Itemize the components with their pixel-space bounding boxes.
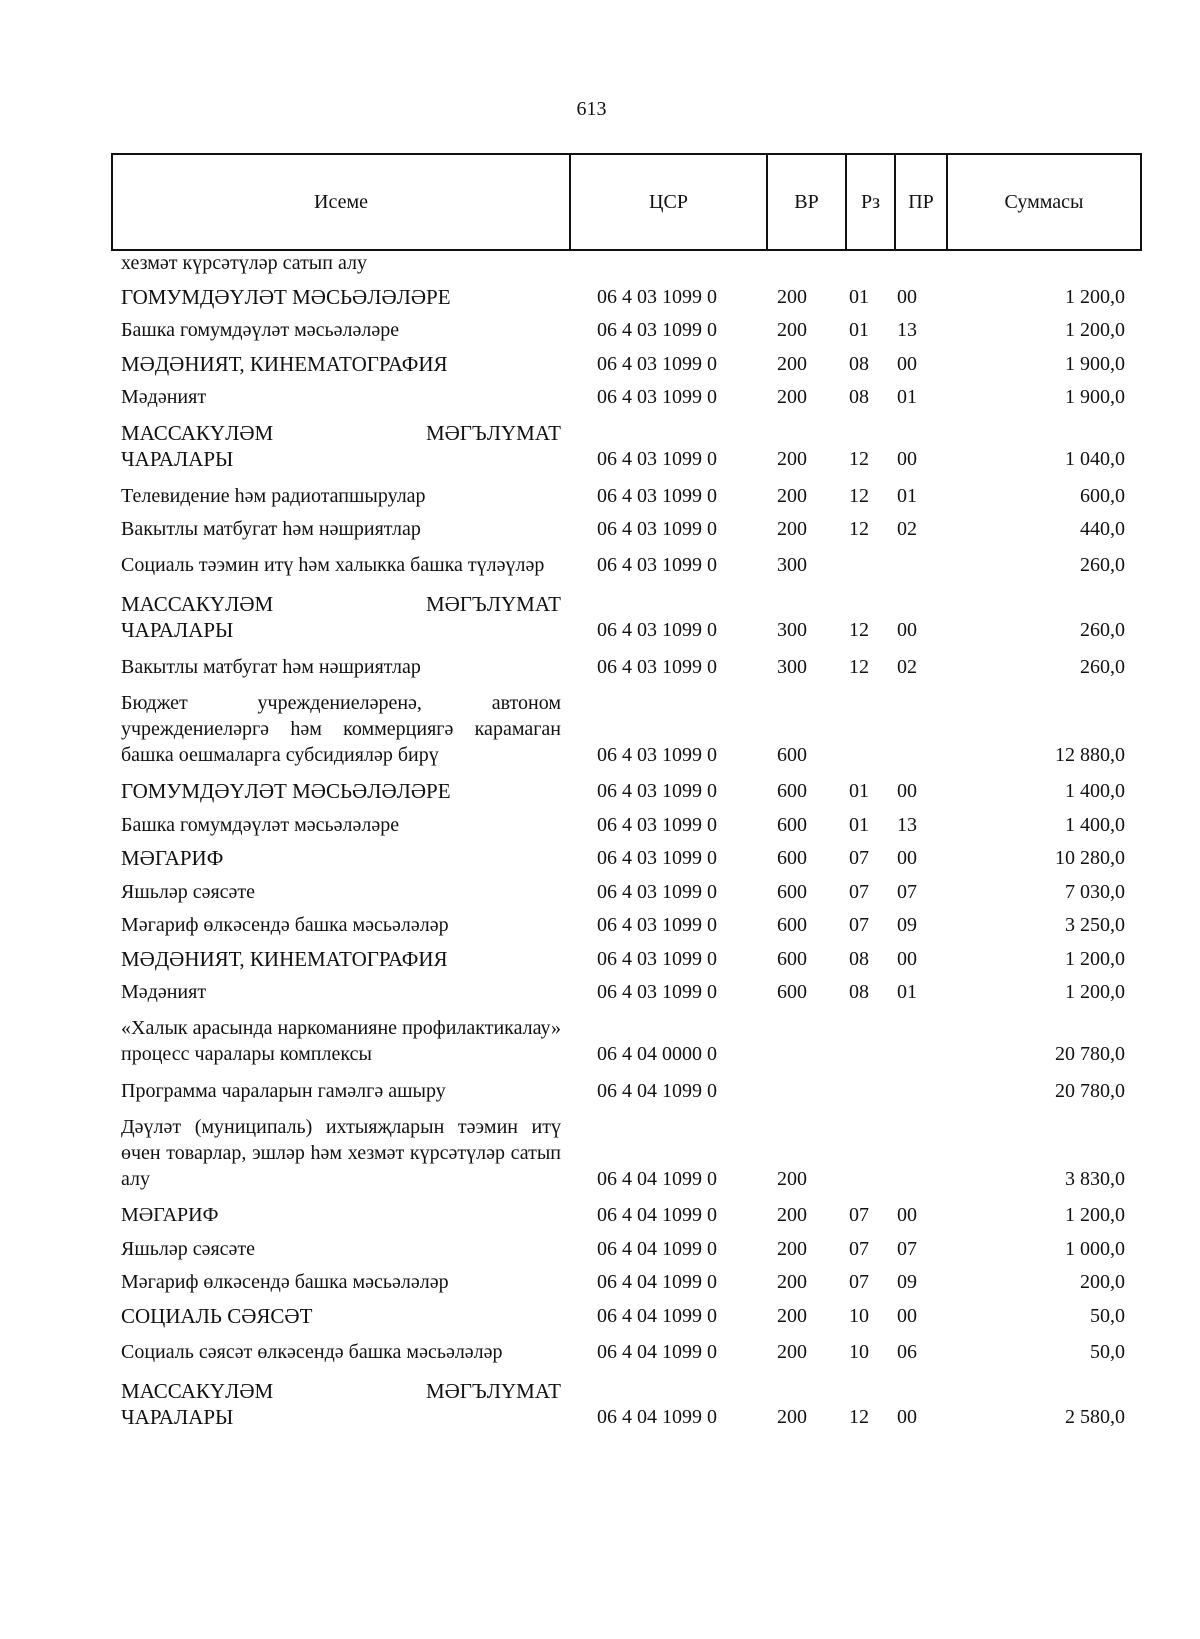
table-row [0,377,1200,411]
cell-name: Мәгариф өлкәсендә башка мәсьәләләр [121,914,449,936]
cell-rz: 10 [849,1304,869,1327]
cell-csr: 06 4 03 1099 0 [597,518,717,540]
header-name: Исеме [113,155,571,249]
cell-name-word: МӘГЪЛҮМАТ [425,421,561,445]
cell-vr: 200 [777,1304,807,1327]
cell-csr: 06 4 03 1099 0 [597,813,717,836]
cell-vr: 200 [777,1204,807,1226]
cell-sum: 600,0 [1080,484,1125,507]
cell-vr: 200 [777,1405,807,1428]
table-row [0,646,1200,680]
cell-sum: 1 200,0 [1065,319,1125,341]
cell-name: ГОМУМДӘҮЛӘТ МӘСЬӘЛӘЛӘРЕ [121,779,451,803]
cell-vr: 200 [777,386,807,408]
cell-name: Бюджет учреждениеләренә, автоном учреждениеләргә һәм коммерциягә карамаган башка оешмаларга субсидияләр бирү [121,691,561,766]
cell-vr: 200 [777,352,807,375]
cell-vr: 200 [777,1271,807,1293]
cell-sum: 1 040,0 [1065,448,1125,470]
cell-sum: 1 900,0 [1065,352,1125,375]
cell-pr: 09 [897,914,917,936]
cell-name [121,1378,561,1430]
table-row [0,1228,1200,1262]
cell-vr: 300 [777,554,807,576]
cell-name [121,591,561,643]
cell-pr: 00 [897,947,917,970]
cell-vr: 600 [777,780,807,802]
header-pr: ПР [896,155,948,249]
cell-name: МӘДӘНИЯТ, КИНЕМАТОГРАФИЯ [121,351,448,376]
cell-name: Башка гомумдәүләт мәсьәләләре [121,813,400,836]
cell-csr: 06 4 03 1099 0 [597,484,717,507]
cell-name-line: ЧАРАЛАРЫ [121,1404,234,1429]
cell-rz: 01 [849,780,869,802]
cell-vr: 200 [777,518,807,540]
cell-csr: 06 4 03 1099 0 [597,947,717,970]
cell-name: Социаль сәясәт өлкәсендә башка мәсьәләләр [121,1340,503,1363]
cell-vr: 600 [777,981,807,1003]
table-row [0,905,1200,939]
cell-csr: 06 4 03 1099 0 [597,448,717,470]
cell-rz: 12 [849,655,869,678]
cell-name-word: МӘГЪЛҮМАТ [425,592,561,616]
cell-name: ГОМУМДӘҮЛӘТ МӘСЬӘЛӘЛӘРЕ [121,284,451,309]
cell-name: МӘДӘНИЯТ, КИНЕМАТОГРАФИЯ [121,946,448,971]
table-row [0,1368,1200,1433]
cell-csr: 06 4 03 1099 0 [597,554,717,576]
cell-rz: 08 [849,386,869,408]
cell-pr: 00 [897,1304,917,1327]
cell-name: Телевидение һәм радиотапшырулар [121,484,426,507]
cell-rz: 01 [849,285,869,308]
header-sum: Суммасы [1004,190,1084,213]
cell-name: Вакытлы матбугат һәм нәшриятлар [121,518,421,540]
cell-csr: 06 4 04 1099 0 [597,1304,717,1327]
cell-name-line [121,591,561,617]
cell-pr: 00 [897,1405,917,1428]
table-row [0,871,1200,905]
cell-name-word: МАССАКҮЛӘМ [121,592,274,616]
cell-pr: 00 [897,448,917,470]
cell-pr: 13 [897,319,917,341]
cell-sum: 1 000,0 [1065,1237,1125,1260]
cell-pr: 07 [897,880,917,903]
cell-name-word: МАССАКҮЛӘМ [121,421,274,445]
cell-csr: 06 4 03 1099 0 [597,619,717,641]
cell-name-word: МӘГЪЛҮМАТ [425,1378,561,1403]
table-row [0,581,1200,646]
cell-sum: 3 250,0 [1065,914,1125,936]
cell-csr: 06 4 03 1099 0 [597,780,717,802]
table-row [0,838,1200,872]
cell-pr: 00 [897,780,917,802]
cell-vr: 200 [777,285,807,308]
cell-csr: 06 4 04 0000 0 [597,1043,717,1065]
cell-vr: 600 [777,914,807,936]
cell-sum: 260,0 [1080,655,1125,678]
cell-sum: 10 280,0 [1055,847,1125,869]
table-row [0,1005,1200,1070]
cell-name: Программа чараларын гамәлгә ашыру [121,1079,446,1102]
table-row [0,542,1200,581]
cell-pr: 00 [897,1204,917,1226]
cell-vr: 600 [777,880,807,903]
table-row [0,475,1200,509]
table-body [0,252,1200,1433]
cell-rz: 07 [849,1271,869,1293]
cell-sum: 200,0 [1080,1271,1125,1293]
cell-vr: 200 [777,448,807,470]
cell-name: МӘГАРИФ [121,1204,219,1226]
cell-rz: 01 [849,813,869,836]
cell-rz: 08 [849,981,869,1003]
cell-pr: 13 [897,813,917,836]
table-row [0,680,1200,771]
cell-csr: 06 4 04 1099 0 [597,1167,717,1190]
cell-pr: 01 [897,981,917,1003]
cell-name: Башка гомумдәүләт мәсьәләләре [121,319,400,341]
table-row [0,410,1200,475]
table-row [0,1195,1200,1229]
table-row [0,972,1200,1006]
table-row [0,1104,1200,1195]
cell-vr: 600 [777,947,807,970]
cell-pr: 09 [897,1271,917,1293]
cell-name: Вакытлы матбугат һәм нәшриятлар [121,655,421,678]
cell-csr: 06 4 04 1099 0 [597,1271,717,1293]
cell-pr: 00 [897,285,917,308]
cell-rz: 01 [849,319,869,341]
cell-sum: 2 580,0 [1065,1405,1125,1428]
cell-vr: 600 [777,847,807,869]
cell-sum: 3 830,0 [1065,1167,1125,1190]
cell-sum: 1 900,0 [1065,386,1125,408]
cell-csr: 06 4 04 1099 0 [597,1204,717,1226]
table-row [0,771,1200,805]
cell-name-line: ЧАРАЛАРЫ [121,618,234,642]
cell-rz: 07 [849,1237,869,1260]
header-vr: ВР [768,155,847,249]
cell-rz: 12 [849,484,869,507]
table-row [0,310,1200,344]
cell-sum: 440,0 [1080,518,1125,540]
cell-csr: 06 4 04 1099 0 [597,1405,717,1428]
cell-rz: 12 [849,518,869,540]
cell-sum: 1 400,0 [1065,813,1125,836]
cell-rz: 12 [849,619,869,641]
cell-sum: 50,0 [1090,1340,1125,1363]
table-row [0,804,1200,838]
table-header [111,153,1142,251]
cell-sum: 20 780,0 [1055,1079,1125,1102]
cell-csr: 06 4 03 1099 0 [597,981,717,1003]
cell-rz: 10 [849,1340,869,1363]
cell-csr: 06 4 04 1099 0 [597,1340,717,1363]
cell-rz: 08 [849,947,869,970]
cell-vr: 200 [777,1237,807,1260]
cell-csr: 06 4 03 1099 0 [597,914,717,936]
cell-rz: 07 [849,1204,869,1226]
cell-sum: 1 400,0 [1065,780,1125,802]
cell-name-word: МАССАКҮЛӘМ [121,1378,274,1403]
cell-name: Мәдәният [121,981,207,1003]
cell-vr: 200 [777,484,807,507]
cell-csr: 06 4 03 1099 0 [597,880,717,903]
table-row [0,1262,1200,1296]
cell-vr: 200 [777,319,807,341]
table-row [0,276,1200,310]
table-row [0,1070,1200,1104]
cell-csr: 06 4 03 1099 0 [597,319,717,341]
cell-csr: 06 4 03 1099 0 [597,386,717,408]
cell-vr: 300 [777,619,807,641]
cell-rz: 07 [849,914,869,936]
table-row [0,938,1200,972]
cell-name: Яшьләр сәясәте [121,880,256,903]
cell-pr: 02 [897,655,917,678]
cell-sum: 20 780,0 [1055,1043,1125,1065]
cell-sum: 50,0 [1090,1304,1125,1327]
page-number: 613 [576,98,607,120]
header-csr: ЦСР [571,155,768,249]
cell-sum: 1 200,0 [1065,981,1125,1003]
cell-csr: 06 4 03 1099 0 [597,655,717,678]
cell-sum: 260,0 [1080,554,1125,576]
cell-name: «Халык арасында наркоманияне профилактикалау» процесс чаралары комплексы [121,1017,561,1065]
cell-csr: 06 4 03 1099 0 [597,285,717,308]
cell-vr: 300 [777,655,807,678]
cell-sum: 1 200,0 [1065,285,1125,308]
cell-pr: 01 [897,386,917,408]
cell-name: Яшьләр сәясәте [121,1237,256,1260]
cell-vr: 600 [777,813,807,836]
cell-pr: 00 [897,352,917,375]
cell-vr: 200 [777,1167,807,1190]
cell-pr: 07 [897,1237,917,1260]
cell-name: хезмәт күрсәтүләр сатып алу [121,252,367,274]
cell-name-line [121,1378,561,1404]
table-row [0,343,1200,377]
cell-csr: 06 4 04 1099 0 [597,1237,717,1260]
cell-pr: 00 [897,847,917,869]
cell-pr: 01 [897,484,917,507]
cell-name: Мәгариф өлкәсендә башка мәсьәләләр [121,1271,449,1293]
cell-pr: 00 [897,619,917,641]
header-rz: Рз [847,155,896,249]
cell-vr: 200 [777,1340,807,1363]
cell-rz: 12 [849,448,869,470]
cell-name: Мәдәният [121,386,207,408]
cell-name: Социаль тәэмин итү һәм халыкка башка түләүләр [121,554,545,576]
cell-rz: 07 [849,880,869,903]
cell-pr: 02 [897,518,917,540]
cell-csr: 06 4 03 1099 0 [597,352,717,375]
cell-vr: 600 [777,743,807,766]
table-row [0,509,1200,543]
cell-rz: 08 [849,352,869,375]
table-row [0,1295,1200,1329]
cell-csr: 06 4 03 1099 0 [597,847,717,869]
cell-name: МӘГАРИФ [121,846,224,870]
cell-csr: 06 4 04 1099 0 [597,1079,717,1102]
cell-sum: 1 200,0 [1065,1204,1125,1226]
cell-name-line: ЧАРАЛАРЫ [121,447,234,471]
cell-name [121,420,561,472]
table-row [0,1329,1200,1368]
cell-rz: 12 [849,1405,869,1428]
cell-sum: 1 200,0 [1065,947,1125,970]
cell-name: Дәүләт (муниципаль) ихтыяҗларын тәэмин итү өчен товарлар, эшләр һәм хезмәт күрсәтүләр сатып алу [121,1115,561,1190]
cell-rz: 07 [849,847,869,869]
cell-csr: 06 4 03 1099 0 [597,743,717,766]
cell-sum: 260,0 [1080,619,1125,641]
cell-pr: 06 [897,1340,917,1363]
cell-name-line [121,420,561,446]
table-row [0,252,1200,276]
cell-name: СОЦИАЛЬ СӘЯСӘТ [121,1303,313,1328]
cell-sum: 7 030,0 [1065,880,1125,903]
cell-sum: 12 880,0 [1055,743,1125,766]
